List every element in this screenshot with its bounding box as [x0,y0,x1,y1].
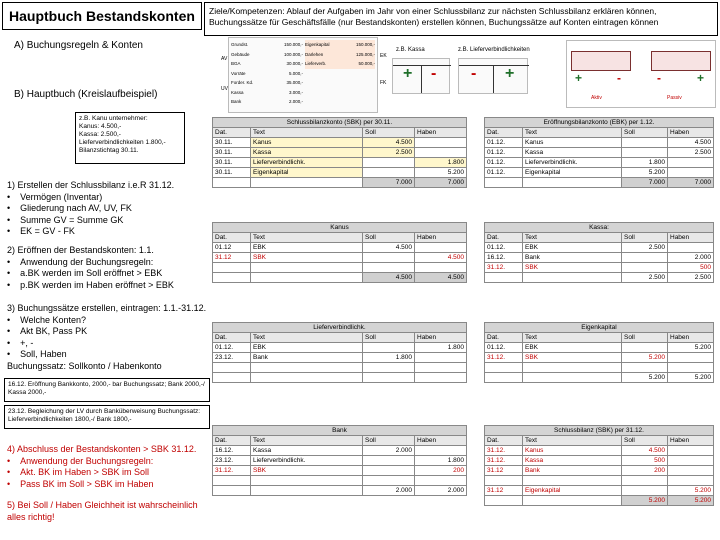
sum-row: 2.000 2.000 [213,486,467,496]
step2-block: 2) Eröffnen der Bestandskonten: 1.1. • Anwendung der Buchungsregeln: • a.BK werden im Soll eröffnet > EBK • p.BK werden im Haben eröffnet > EBK [7,245,174,290]
step3-heading: 3) Buchungssätze erstellen, eintragen: 1.1.-31.12. [7,303,207,313]
table-row [485,363,714,373]
step5-text: 5) Bei Soll / Haben Gleichheit ist wahrscheinlich alles richtig! [7,500,198,522]
table-row: 30.11. Eigenkapital 5.200 [213,168,467,178]
example-line: Lieferverbindlichkeiten 1.800,- [79,139,166,146]
step2-item: a.BK werden im Soll eröffnet > EBK [20,268,163,278]
step4-item: Pass BK im Soll > SBK im Haben [20,478,154,489]
table-row: 31.12 Eigenkapital 5.200 [485,486,714,496]
table-row: 01.12. Kanus 4.500 [485,138,714,148]
goals-text: Ziele/Kompetenzen: Ablauf der Aufgaben im Jahr von einer Schlussbilanz zur nächsten Schlussbilanz erklären können, Buchungssätze für Geschäftsfälle (nur Bestandskonten) erstellen können, Buchungssätze auf Konten eintragen können [204,2,718,36]
step4-item: Anwendung der Buchungsregeln: [20,455,154,466]
table-row: 01.12. Kassa 2.500 [485,148,714,158]
step3-footer: Buchungssatz: Sollkonto / Habenkonto [7,360,162,371]
table-row: 16.12. Kassa 2.000 [213,446,467,456]
table-row [213,476,467,486]
minus-sign: - [657,71,661,85]
step2-item: Anwendung der Buchungsregeln: [20,256,154,267]
step1-item: Vermögen (Inventar) [20,191,103,202]
table-row: 01.12. EBK 1.800 [213,343,467,353]
table-row: 31.12. SBK 200 [213,466,467,476]
table-row: 23.12. Bank 1.800 [213,353,467,363]
sbk-3112-table: Schlussbilanz (SBK) per 31.12. Dat. Text Soll Haben 31.12. Kanus 4.500 31.12. Kassa 500 31.12 Bank 200 31.12 Eigenkapital 5.200 5.200 5.200 [484,425,714,506]
table-row: 31.12. Kassa 500 [485,456,714,466]
plus-sign: + [575,71,583,85]
label-av: AV [221,56,228,62]
step4-block: 4) Abschluss der Bestandskonten > SBK 31.12. • Anwendung der Buchungsregeln: • Akt. BK im Haben > SBK im Soll • Pass BK im Soll > SBK im Haben [7,444,197,489]
bilanz-right: Eigenkapital 150.000,- Darlehen 125.000,- Lieferverb. 50.000,- [305,40,375,69]
step1-heading: 1) Erstellen der Schlussbilanz i.e.R 31.12. [7,180,175,190]
table-row: 01.12. Lieferverbindlichk. 1.800 [485,158,714,168]
table-row: 31.12. SBK 5.200 [485,353,714,363]
table-row: 01.12. Eigenkapital 5.200 [485,168,714,178]
example-line: Kanus: 4.500,- [79,123,122,130]
kanus-account-table: Kanus Dat. Text Soll Haben 01.12 EBK 4.500 31.12 SBK 4.500 4.500 4.500 [212,222,467,283]
minus-sign: - [471,65,477,82]
label-fk: FK [380,80,387,86]
table-row [213,263,467,273]
example-box [75,112,185,164]
table-row [485,476,714,486]
step3-item: Welche Konten? [20,314,87,325]
label-uv: UV [221,86,228,92]
step2-item: p.BK werden im Haben eröffnet > EBK [20,279,174,290]
table-row: 31.12 SBK 4.500 [213,253,467,263]
table-row: 31.12. Kanus 4.500 [485,446,714,456]
ebk-0112-table: Eröffnungsbilanzkonto (EBK) per 1.12. Dat. Text Soll Haben 01.12. Kanus 4.500 01.12. Kassa 2.500 01.12. Lieferverbindlichk. 1.800 01.12. Eigenkapital 5.200 7.000 7.000 [484,117,714,188]
step3-block: 3) Buchungssätze erstellen, eintragen: 1.1.-31.12. • Welche Konten? • Akt BK, Pass PK • +, - • Soll, Haben Buchungssatz: Sollkonto / Habenkonto [7,303,207,371]
lieferverbindlichkeiten-account-table: Lieferverbindlichk. Dat. Text Soll Haben 01.12. EBK 1.800 23.12. Bank 1.800 [212,322,467,383]
table-row [213,363,467,373]
lief-account-thumbnail [458,58,528,94]
table-row [213,373,467,383]
plus-sign: + [505,65,515,82]
table-title: Kassa: [485,223,714,233]
table-row: 01.12. EBK 5.200 [485,343,714,353]
table-title: Eröffnungsbilanzkonto (EBK) per 1.12. [485,118,714,128]
page-title: Hauptbuch Bestandskonten [2,2,202,30]
step1-block: 1) Erstellen der Schlussbilanz i.e.R 31.12. • Vermögen (Inventar) • Gliederung nach AV, UV, FK • Summe GV = Summe GK • EK = GV - FK [7,180,175,236]
step1-item: Gliederung nach AV, UV, FK [20,203,132,213]
table-row: 31.12. SBK 500 [485,263,714,273]
note-bank-opening: 16.12. Eröffnung Bankkonto, 2000,- bar Buchungssatz; Bank 2000,-/ Kassa 2000,- [4,378,210,402]
note-lv-payment: 23.12. Begleichung der LV durch Banküberweisung Buchungssatz: Lieferverbindlichkeiten 1800,-/ Bank 1800,- [4,405,210,429]
table-row: 01.12 EBK 4.500 [213,243,467,253]
table-row: 30.11. Kassa 2.500 [213,148,467,158]
bilanz-thumbnail [221,37,387,113]
step3-item: +, - [20,337,34,348]
table-title: Schlussbilanzkonto (SBK) per 30.11. [213,118,467,128]
step4-item: Akt. BK im Haben > SBK im Soll [20,467,149,477]
step1-item: EK = GV - FK [20,226,75,236]
table-title: Lieferverbindlichk. [213,323,467,333]
table-row: 30.11. Kanus 4.500 [213,138,467,148]
example-line: Kassa: 2.500,- [79,131,121,138]
aktiv-label: Aktiv [591,95,602,101]
table-title: Eigenkapital [485,323,714,333]
eigenkapital-account-table: Eigenkapital Dat. Text Soll Haben 01.12. EBK 5.200 31.12. SBK 5.200 5.200 5.200 [484,322,714,383]
sum-row: 4.500 4.500 [213,273,467,283]
table-row: 31.12 Bank 200 [485,466,714,476]
step2-heading: 2) Eröffnen der Bestandskonten: 1.1. [7,245,154,255]
step3-item: Akt BK, Pass PK [20,326,88,336]
section-a-heading: A) Buchungsregeln & Konten [14,40,143,51]
table-row: 23.12. Lieferverbindlichk. 1.800 [213,456,467,466]
kassa-thumb-label: z.B. Kassa [396,47,425,53]
plus-sign: + [403,65,413,82]
sum-row: 2.500 2.500 [485,273,714,283]
plus-sign: + [697,71,705,85]
sbk-3011-table: Schlussbilanzkonto (SBK) per 30.11. Dat. Text Soll Haben 30.11. Kanus 4.500 30.11. Kassa 2.500 30.11. Lieferverbindlichk. 1.800 30.11. Eigenkapital 5.200 7.000 7.000 [212,117,467,188]
sum-row: 5.200 5.200 [485,496,714,506]
kassa-account-thumbnail [392,58,450,94]
example-line: z.B. Kanu unternehmer: [79,115,148,122]
table-row: 01.12. EBK 2.500 [485,243,714,253]
aktiv-passiv-diagram [566,40,716,108]
step3-item: Soll, Haben [20,349,67,359]
bank-account-table: Bank Dat. Text Soll Haben 16.12. Kassa 2.000 23.12. Lieferverbindlichk. 1.800 31.12. SBK 200 2.000 2.000 [212,425,467,496]
kassa-account-table: Kassa: Dat. Text Soll Haben 01.12. EBK 2.500 16.12. Bank 2.000 31.12. SBK 500 2.500 2.500 [484,222,714,283]
sum-row: 7.000 7.000 [213,178,467,188]
section-b-heading: B) Hauptbuch (Kreislaufbeispiel) [14,89,158,100]
table-title: Bank [213,426,467,436]
label-ek: EK [380,53,387,59]
sum-row: 5.200 5.200 [485,373,714,383]
minus-sign: - [617,71,621,85]
sum-row: 7.000 7.000 [485,178,714,188]
table-row: 16.12. Bank 2.000 [485,253,714,263]
minus-sign: - [431,65,437,82]
step1-item: Summe GV = Summe GK [20,214,124,225]
lief-thumb-label: z.B. Lieferverbindlichkeiten [458,47,530,53]
example-line: Bilanzstichtag 30.11. [79,147,139,154]
table-title: Kanus [213,223,467,233]
table-row: 30.11. Lieferverbindlichk. 1.800 [213,158,467,168]
step4-heading: 4) Abschluss der Bestandskonten > SBK 31.12. [7,444,197,454]
passiv-label: Passiv [667,95,682,101]
bilanz-left: Grundst. 150.000,- Gebäude 100.000,- BGA 30.000,- Vorräte 5.000,- Forder. Kd. 35.000,- Kassa 3.000,- Bank 2.000,- [231,42,303,104]
table-title: Schlussbilanz (SBK) per 31.12. [485,426,714,436]
